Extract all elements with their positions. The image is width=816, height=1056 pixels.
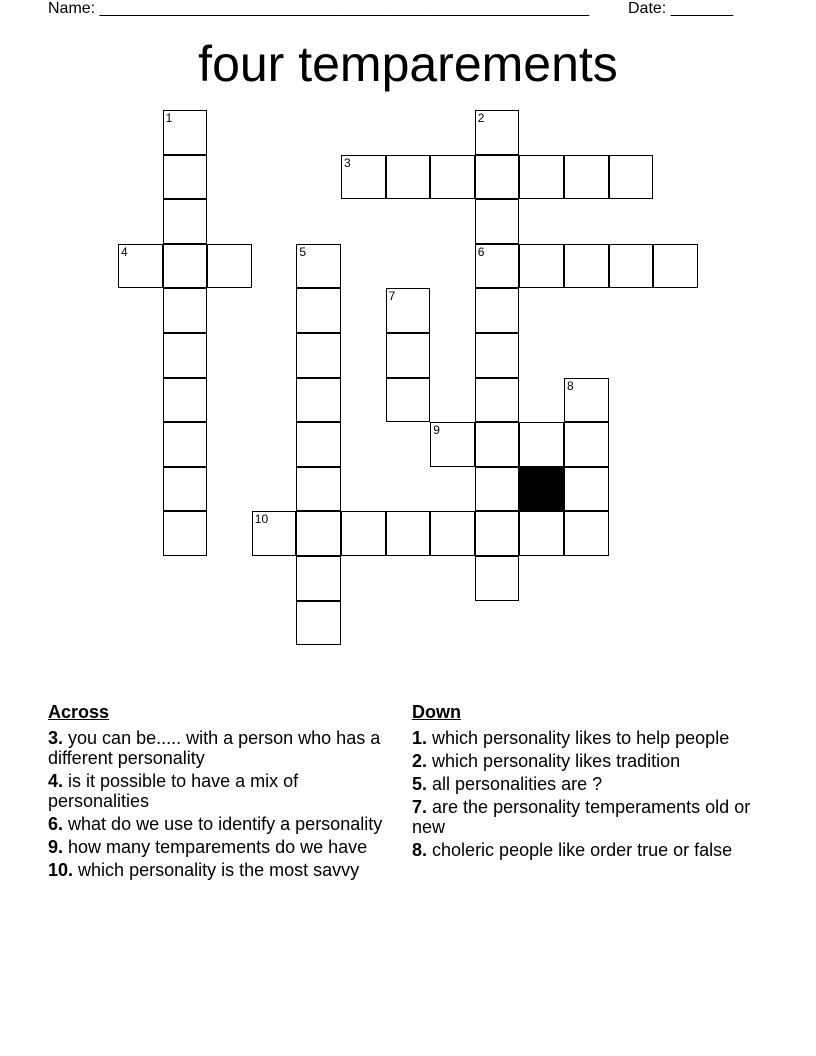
grid-cell[interactable] — [163, 511, 208, 556]
grid-cell[interactable] — [296, 378, 341, 423]
grid-cell[interactable] — [519, 155, 564, 200]
cell-number: 9 — [433, 423, 440, 438]
grid-cell[interactable] — [386, 333, 431, 378]
down-clue — [412, 728, 762, 748]
across-clue — [48, 771, 393, 811]
grid-cell[interactable] — [475, 556, 520, 601]
cell-number: 1 — [165, 111, 173, 125]
puzzle-title: four temparements — [198, 36, 618, 92]
grid-cell[interactable] — [430, 511, 475, 556]
grid-cell[interactable] — [341, 511, 386, 556]
grid-cell[interactable] — [252, 511, 297, 556]
grid-cell[interactable] — [564, 511, 609, 556]
grid-cell[interactable] — [296, 244, 341, 289]
grid-cell[interactable] — [163, 155, 208, 200]
grid-cell[interactable] — [341, 155, 386, 200]
down-clue — [412, 751, 762, 771]
down-clue-list — [412, 728, 762, 860]
grid-cell[interactable] — [475, 467, 520, 512]
grid-cell[interactable] — [475, 333, 520, 378]
grid-cell[interactable] — [475, 422, 520, 467]
down-clue — [412, 840, 762, 860]
across-heading: Across — [48, 702, 110, 722]
grid-cell[interactable] — [296, 422, 341, 467]
clue-number: 5. — [412, 774, 428, 794]
cell-number: 2 — [477, 111, 485, 125]
across-clue — [48, 728, 393, 768]
clue-text: how many temparements do we have — [68, 837, 368, 857]
clue-number: 9. — [48, 837, 64, 857]
grid-block-cell — [519, 467, 564, 512]
cell-number: 7 — [388, 289, 396, 304]
clue-text: is it possible to have a mix of personalities — [48, 771, 299, 811]
grid-cell[interactable] — [475, 199, 520, 244]
grid-cell[interactable] — [296, 601, 341, 646]
cell-number: 10 — [254, 512, 269, 527]
cell-number: 4 — [121, 244, 128, 259]
across-clues — [48, 702, 393, 883]
grid-cell[interactable] — [386, 288, 431, 333]
grid-cell[interactable] — [163, 467, 208, 512]
clue-text: what do we use to identify a personality — [68, 814, 383, 834]
clue-text: are the personality temperaments old or new — [412, 797, 751, 837]
clue-text: all personalities are ? — [432, 774, 603, 794]
grid-cell[interactable] — [296, 467, 341, 512]
grid-cell[interactable] — [296, 288, 341, 333]
down-clue — [412, 774, 762, 794]
grid-cell[interactable] — [475, 288, 520, 333]
grid-cell[interactable] — [519, 422, 564, 467]
grid-cell[interactable] — [163, 199, 208, 244]
grid-cell[interactable] — [475, 378, 520, 423]
down-clues — [412, 702, 762, 863]
grid-cell[interactable] — [475, 110, 520, 155]
grid-cell[interactable] — [519, 511, 564, 556]
grid-cell[interactable] — [609, 155, 654, 200]
cell-number: 3 — [344, 155, 351, 170]
clue-text: which personality likes tradition — [432, 751, 681, 771]
grid-cell[interactable] — [519, 244, 564, 289]
clue-text: which personality likes to help people — [432, 728, 730, 748]
grid-cell[interactable] — [609, 244, 654, 289]
clue-number: 3. — [48, 728, 64, 748]
grid-cell[interactable] — [564, 378, 609, 423]
across-clue — [48, 860, 393, 880]
grid-cell[interactable] — [653, 244, 698, 289]
clue-number: 4. — [48, 771, 64, 791]
grid-cell[interactable] — [386, 378, 431, 423]
across-clue — [48, 814, 393, 834]
clue-number: 8. — [412, 840, 428, 860]
grid-cell[interactable] — [564, 155, 609, 200]
grid-cell[interactable] — [475, 511, 520, 556]
cell-number: 8 — [567, 378, 574, 393]
grid-cell[interactable] — [430, 155, 475, 200]
cell-number: 5 — [299, 244, 307, 259]
grid-cell[interactable] — [296, 333, 341, 378]
grid-cell[interactable] — [163, 288, 208, 333]
clue-number: 6. — [48, 814, 64, 834]
date-field[interactable]: Date: _______ — [628, 0, 733, 17]
grid-cell[interactable] — [564, 422, 609, 467]
grid-cell[interactable] — [163, 110, 208, 155]
grid-cell[interactable] — [564, 244, 609, 289]
grid-cell[interactable] — [163, 422, 208, 467]
grid-cell[interactable] — [475, 155, 520, 200]
clue-text: you can be..... with a person who has a different personality — [48, 728, 381, 768]
clue-text: choleric people like order true or false — [432, 840, 733, 860]
grid-cell[interactable] — [207, 244, 252, 289]
across-clue — [48, 837, 393, 857]
grid-cell[interactable] — [296, 556, 341, 601]
cell-number: 6 — [477, 244, 485, 259]
grid-cell[interactable] — [163, 378, 208, 423]
across-clue-list — [48, 728, 393, 880]
grid-cell[interactable] — [564, 467, 609, 512]
grid-cell[interactable] — [386, 511, 431, 556]
down-clue — [412, 797, 762, 837]
grid-cell[interactable] — [296, 511, 341, 556]
clue-number: 1. — [412, 728, 428, 748]
grid-cell[interactable] — [475, 244, 520, 289]
clue-text: which personality is the most savvy — [78, 860, 360, 880]
clue-number: 7. — [412, 797, 428, 817]
clue-number: 2. — [412, 751, 428, 771]
grid-cell[interactable] — [163, 244, 208, 289]
grid-cell[interactable] — [163, 333, 208, 378]
down-heading: Down — [412, 702, 461, 722]
grid-cell[interactable] — [430, 422, 475, 467]
clue-number: 10. — [48, 860, 74, 880]
grid-cell[interactable] — [118, 244, 163, 289]
name-field[interactable]: Name: _______________________________________________________ — [48, 0, 589, 17]
grid-cell[interactable] — [386, 155, 431, 200]
